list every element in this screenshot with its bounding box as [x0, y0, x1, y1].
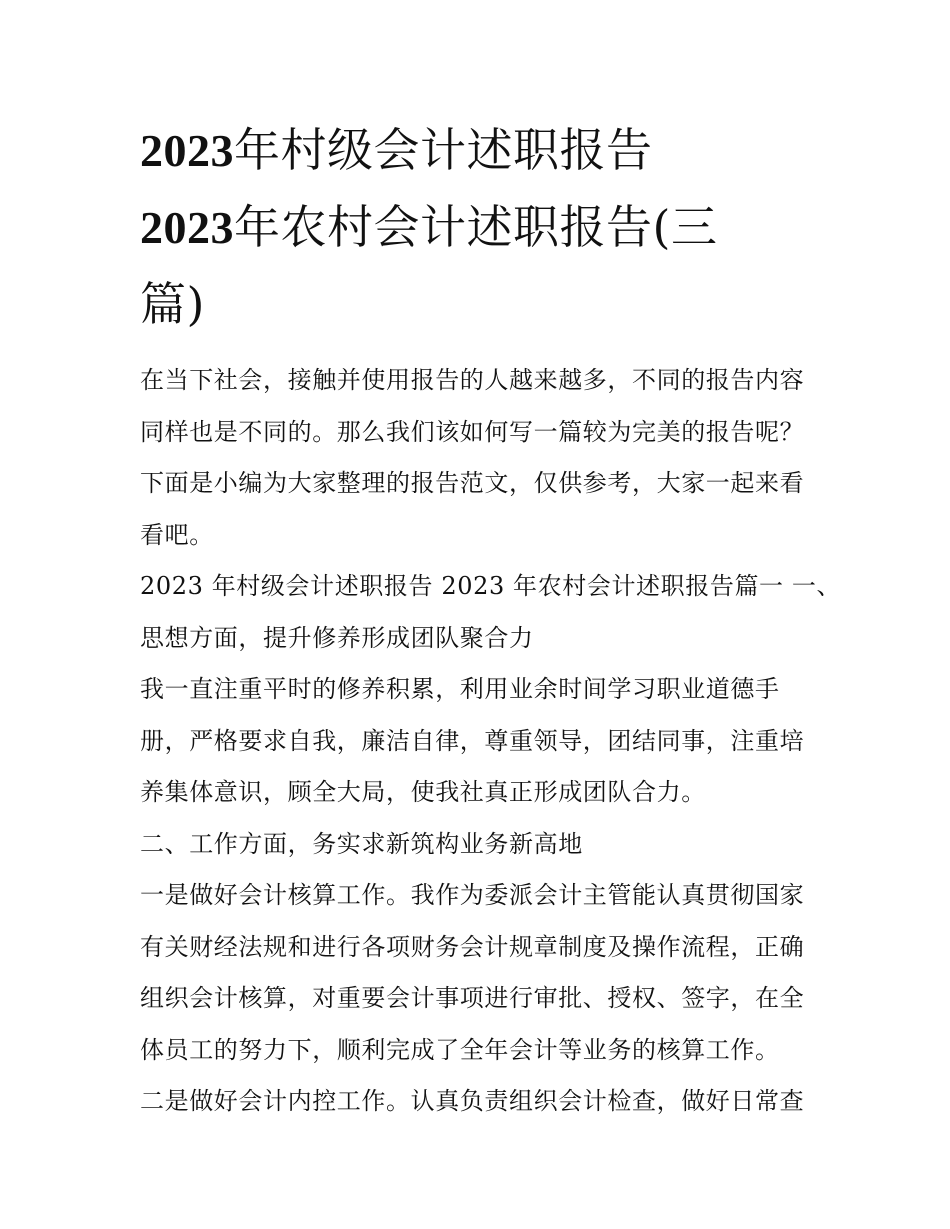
body-line: 组织会计核算，对重要会计事项进行审批、授权、签字，在全: [140, 984, 805, 1012]
body-line: 册，严格要求自我，廉洁自律，尊重领导，团结同事，注重培: [140, 726, 805, 755]
title-year: 2023: [140, 125, 234, 176]
document-title: [140, 112, 820, 343]
body-line: 二是做好会计内控工作。认真负责组织会计检查，做好日常查: [140, 1087, 805, 1115]
body-line: 同样也是不同的。那么我们该如何写一篇较为完美的报告呢？: [140, 417, 805, 446]
body-line: 我一直注重平时的修养积累，利用业余时间学习职业道德手: [140, 675, 780, 703]
title-line-3: [140, 266, 820, 343]
body-line: 下面是小编为大家整理的报告范文，仅供参考，大家一起来看: [140, 469, 805, 497]
body-line: 体员工的努力下，顺利完成了全年会计等业务的核算工作。: [140, 1035, 780, 1064]
body-line: 有关财经法规和进行各项财务会计规章制度及操作流程，正确: [140, 932, 805, 961]
title-text: 年农村会计述职报告(三: [234, 200, 718, 254]
body-line: 二、工作方面，务实求新筑构业务新高地: [140, 829, 583, 858]
body-line: 思想方面，提升修养形成团队聚合力: [140, 623, 534, 652]
title-line-2: [140, 189, 820, 266]
body-line: 一是做好会计核算工作。我作为委派会计主管能认真贯彻国家: [140, 881, 805, 909]
title-text: 年村级会计述职报告: [234, 123, 653, 177]
body-line: 看吧。: [140, 520, 214, 549]
title-line-1: [140, 112, 820, 189]
body-line: 在当下社会，接触并使用报告的人越来越多，不同的报告内容: [140, 366, 805, 394]
body-line: 2023 年村级会计述职报告 2023 年农村会计述职报告篇一 一、: [140, 572, 842, 600]
document-body: [140, 355, 842, 1128]
title-year: 2023: [140, 202, 234, 253]
title-text: 篇): [140, 277, 205, 331]
body-line: 养集体意识，顾全大局，使我社真正形成团队合力。: [140, 778, 706, 806]
